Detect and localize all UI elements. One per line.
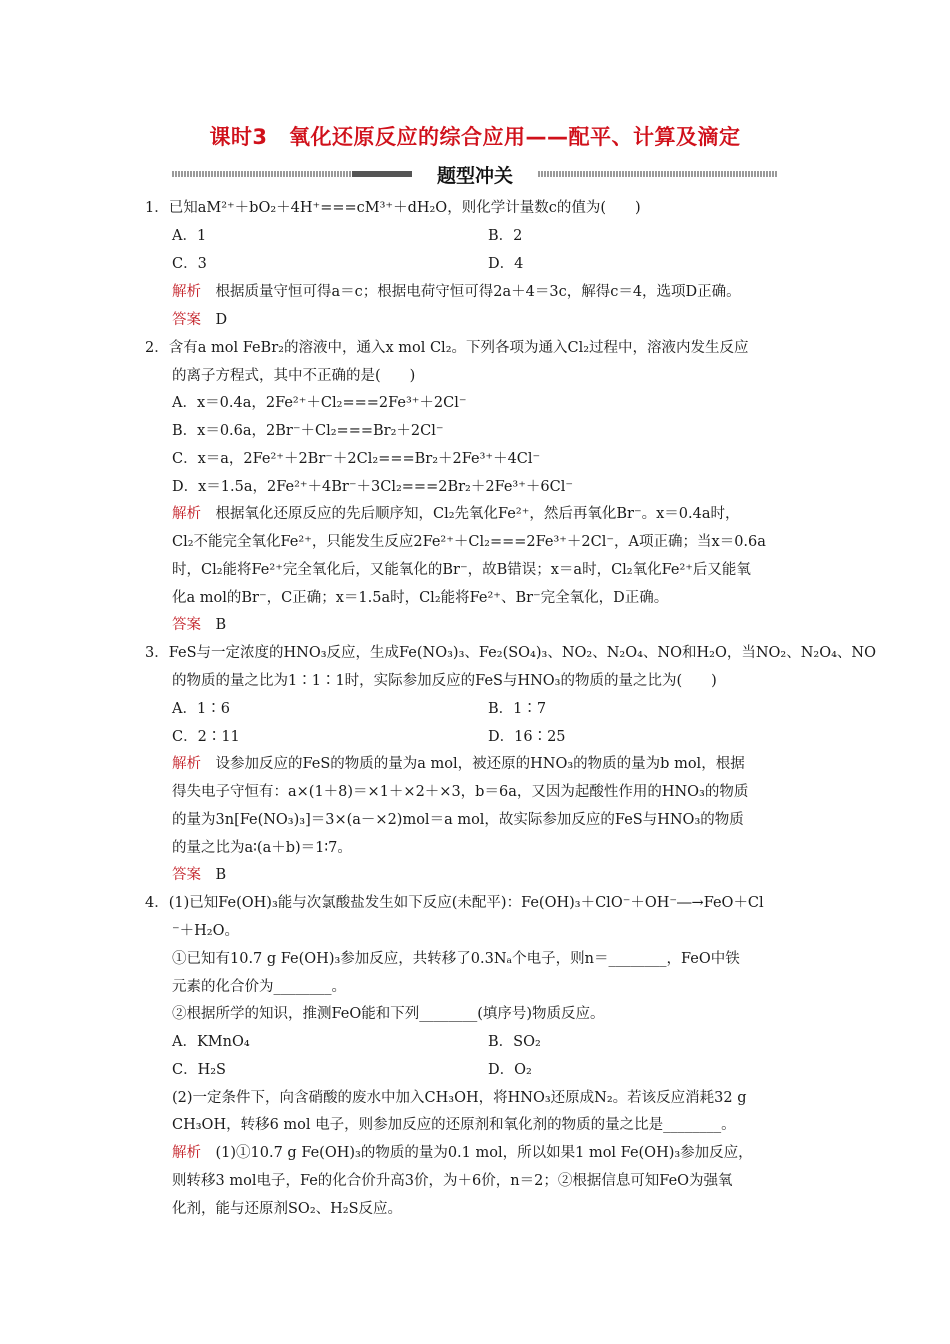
q2-answer-text: B bbox=[215, 617, 227, 633]
answer-label: 答案 bbox=[172, 312, 201, 328]
q4-analysis-line-3: 化剂，能与还原剂SO₂、H₂S反应。 bbox=[172, 1201, 403, 1217]
q2-analysis-line-2: Cl₂不能完全氧化Fe²⁺，只能发生反应2Fe²⁺＋Cl₂===2Fe³⁺＋2Cl⁻，A项正确；当x＝0.6a bbox=[172, 534, 766, 550]
q4-option-c: C．H₂S bbox=[172, 1062, 226, 1078]
q2-analysis-line-3: 时，Cl₂能将Fe²⁺完全氧化后，又能氧化的Br⁻，故B错误；x＝a时，Cl₂氧化Fe²⁺后又能氧 bbox=[172, 562, 751, 578]
q4-sub2: ②根据所学的知识，推测FeO能和下列________(填序号)物质反应。 bbox=[172, 1006, 605, 1022]
q2-answer bbox=[172, 615, 226, 635]
analysis-label: 解析 bbox=[172, 756, 201, 772]
q4-analysis-line-2: 则转移3 mol电子，Fe的化合价升高3价，为＋6价，n＝2；②根据信息可知FeO为强氧 bbox=[172, 1173, 733, 1189]
page-title: 课时3 氧化还原反应的综合应用——配平、计算及滴定 bbox=[209, 125, 741, 149]
banner-label: 题型冲关 bbox=[436, 165, 513, 187]
q3-analysis-text: 设参加反应的FeS的物质的量为a mol，被还原的HNO₃的物质的量为b mol，根据 bbox=[215, 756, 745, 772]
q2-option-c: C．x＝a，2Fe²⁺＋2Br⁻＋2Cl₂===Br₂＋2Fe³⁺＋4Cl⁻ bbox=[172, 451, 541, 467]
banner-rule-right bbox=[538, 171, 778, 177]
analysis-label: 解析 bbox=[172, 506, 201, 522]
q3-analysis-line-4: 的量之比为a∶(a＋b)＝1∶7。 bbox=[172, 840, 352, 856]
q3-option-b: B．1∶7 bbox=[488, 701, 547, 717]
q2-analysis-text: 根据氧化还原反应的先后顺序知，Cl₂先氧化Fe²⁺，然后再氧化Br⁻。x＝0.4a时， bbox=[215, 506, 740, 522]
q3-option-c: C．2∶11 bbox=[172, 729, 240, 745]
q2-option-a: A．x＝0.4a，2Fe²⁺＋Cl₂===2Fe³⁺＋2Cl⁻ bbox=[172, 395, 467, 411]
q4-part2-line-2: CH₃OH，转移6 mol 电子，则参加反应的还原剂和氧化剂的物质的量之比是________。 bbox=[172, 1117, 736, 1133]
analysis-label: 解析 bbox=[172, 1145, 201, 1161]
q4-stem-line-2: ⁻＋H₂O。 bbox=[172, 923, 239, 939]
q4-analysis-text: (1)①10.7 g Fe(OH)₃的物质的量为0.1 mol，所以如果1 mol Fe(OH)₃参加反应， bbox=[215, 1145, 753, 1161]
q4-part2-line-1: (2)一定条件下，向含硝酸的废水中加入CH₃OH，将HNO₃还原成N₂。若该反应消耗32 g bbox=[172, 1090, 747, 1106]
q4-option-a: A．KMnO₄ bbox=[172, 1034, 250, 1050]
q2-option-d: D．x＝1.5a，2Fe²⁺＋4Br⁻＋3Cl₂===2Br₂＋2Fe³⁺＋6Cl⁻ bbox=[172, 479, 574, 495]
q4-sub1-line-2: 元素的化合价为________。 bbox=[172, 979, 346, 995]
analysis-label: 解析 bbox=[172, 284, 201, 300]
q2-analysis-line-1 bbox=[172, 504, 739, 524]
q3-stem-line-1: 3．FeS与一定浓度的HNO₃反应，生成Fe(NO₃)₃、Fe₂(SO₄)₃、NO₂、N₂O₄、NO和H₂O，当NO₂、N₂O₄、NO bbox=[145, 645, 876, 661]
q4-analysis-line-1 bbox=[172, 1143, 753, 1163]
q3-stem-line-2: 的物质的量之比为1∶1∶1时，实际参加反应的FeS与HNO₃的物质的量之比为( ) bbox=[172, 673, 717, 689]
q1-option-c: C．3 bbox=[172, 256, 207, 272]
q4-option-d: D．O₂ bbox=[488, 1062, 532, 1078]
q4-sub1-line-1: ①已知有10.7 g Fe(OH)₃参加反应，共转移了0.3Nₐ个电子，则n＝________，FeO中铁 bbox=[172, 951, 740, 967]
q2-analysis-line-4: 化a mol的Br⁻，C正确；x＝1.5a时，Cl₂能将Fe²⁺、Br⁻完全氧化，D正确。 bbox=[172, 590, 669, 606]
q1-option-b: B．2 bbox=[488, 228, 523, 244]
q1-answer bbox=[172, 310, 227, 330]
q3-analysis-line-1 bbox=[172, 754, 745, 774]
q1-option-d: D．4 bbox=[488, 256, 524, 272]
q2-stem-line-1: 2．含有a mol FeBr₂的溶液中，通入x mol Cl₂。下列各项为通入Cl₂过程中，溶液内发生反应 bbox=[145, 340, 749, 356]
q3-answer bbox=[172, 865, 226, 885]
q3-option-a: A．1∶6 bbox=[172, 701, 230, 717]
q4-option-b: B．SO₂ bbox=[488, 1034, 541, 1050]
q3-option-d: D．16∶25 bbox=[488, 729, 566, 745]
answer-label: 答案 bbox=[172, 617, 201, 633]
q2-stem-line-2: 的离子方程式，其中不正确的是( ) bbox=[172, 368, 416, 384]
q1-analysis-text: 根据质量守恒可得a＝c；根据电荷守恒可得2a＋4＝3c，解得c＝4，选项D正确。 bbox=[215, 284, 741, 300]
q3-analysis-line-3: 的量为3n[Fe(NO₃)₃]＝3×(a－×2)mol＝a mol，故实际参加反应的FeS与HNO₃的物质 bbox=[172, 812, 744, 828]
q3-answer-text: B bbox=[215, 867, 227, 883]
q1-analysis bbox=[172, 282, 741, 302]
q4-stem-line-1: 4．(1)已知Fe(OH)₃能与次氯酸盐发生如下反应(未配平)：Fe(OH)₃＋ClO⁻＋OH⁻―→FeO＋Cl bbox=[145, 895, 764, 911]
q2-option-b: B．x＝0.6a，2Br⁻＋Cl₂===Br₂＋2Cl⁻ bbox=[172, 423, 444, 439]
q1-answer-text: D bbox=[215, 312, 228, 328]
answer-label: 答案 bbox=[172, 867, 201, 883]
section-banner bbox=[172, 161, 778, 187]
q3-analysis-line-2: 得失电子守恒有：a×(1＋8)＝×1＋×2＋×3，b＝6a，又因为起酸性作用的HNO₃的物质 bbox=[172, 784, 749, 800]
q1-option-a: A．1 bbox=[172, 228, 207, 244]
q1-stem: 1．已知aM²⁺＋bO₂＋4H⁺===cM³⁺＋dH₂O，则化学计量数c的值为( ) bbox=[145, 200, 641, 216]
banner-rule-left-dark bbox=[352, 171, 412, 177]
